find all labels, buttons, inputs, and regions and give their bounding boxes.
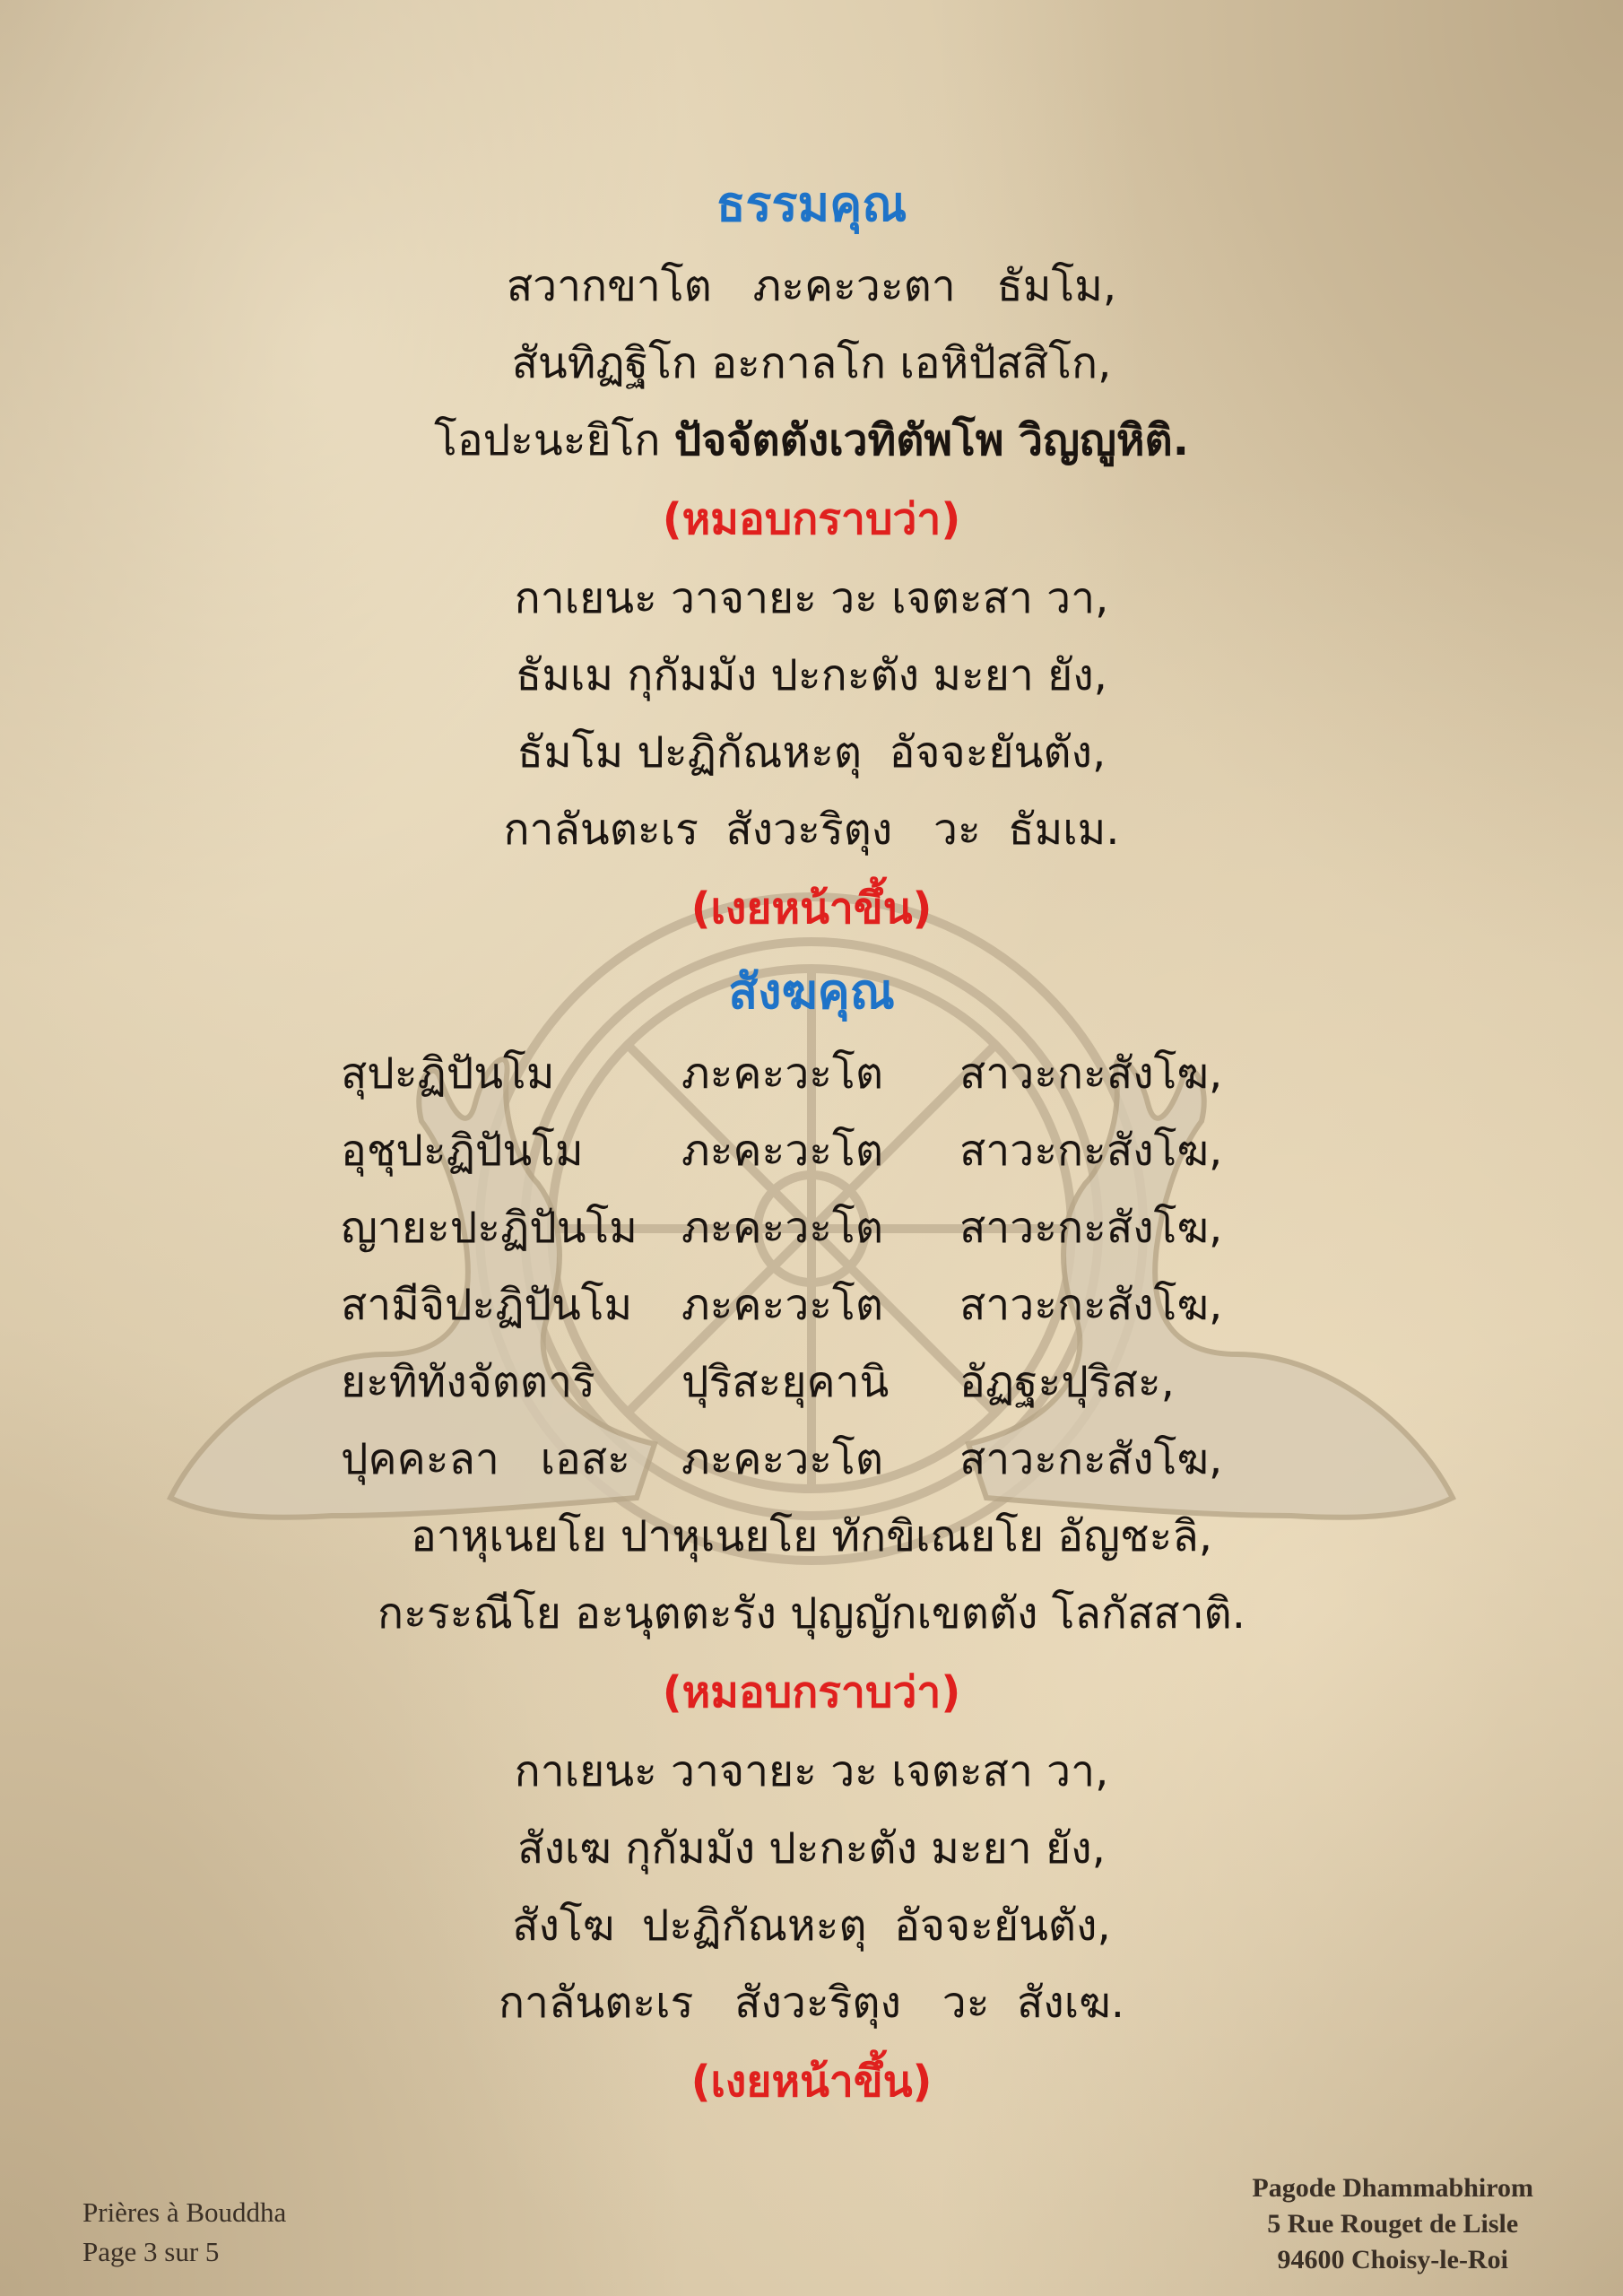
document-title: Prières à Bouddha	[82, 2196, 287, 2228]
sangha-title: สังฆคุณ	[728, 963, 895, 1020]
sangha-line-1: อาหุเนยโย ปาหุเนยโย ทักขิเณยโย อัญชะลิ,	[411, 1511, 1212, 1561]
instruction-raise-head: (เงยหน้าขึ้น)	[690, 2057, 933, 2107]
organization-name: Pagode Dhammabhirom	[1252, 2173, 1533, 2203]
sangha-row	[341, 1266, 1282, 1344]
sangha-cell: สาวะกะสังโฆ,	[959, 1203, 1223, 1253]
sangha-cell: สาวะกะสังโฆ,	[959, 1126, 1223, 1176]
sangha-recital-line-4: กาลันตะเร สังวะริตุง วะ สังเฆ.	[498, 1978, 1125, 2028]
dhamma-line-3-normal: โอปะนะยิโก	[434, 415, 674, 465]
sangha-cell: ภะคะวะโต	[681, 1126, 883, 1176]
sangha-cell: สาวะกะสังโฆ,	[959, 1280, 1223, 1330]
sangha-row	[341, 1344, 1282, 1421]
sangha-cell: อุชุปะฏิปันโม	[341, 1126, 584, 1176]
sangha-row	[341, 1189, 1282, 1266]
sangha-recital-line-2: สังเฆ กุกัมมัง ปะกะตัง มะยา ยัง,	[517, 1823, 1106, 1874]
dhamma-line-3	[0, 402, 1623, 479]
instruction-raise-head: (เงยหน้าขึ้น)	[690, 883, 933, 934]
dhamma-recital-line-2: ธัมเม กุกัมมัง ปะกะตัง มะยา ยัง,	[516, 650, 1107, 700]
sangha-cell: ภะคะวะโต	[681, 1434, 883, 1484]
sangha-cell: ปุริสะยุคานิ	[681, 1357, 890, 1407]
sangha-table	[341, 1035, 1282, 1498]
sangha-cell: สาวะกะสังโฆ,	[959, 1048, 1223, 1099]
prayer-content	[0, 161, 1623, 2122]
sangha-cell: ปุคคะลา เอสะ	[341, 1434, 630, 1484]
dhamma-recital-line-1: กาเยนะ วาจายะ วะ เจตะสา วา,	[514, 573, 1109, 623]
dhamma-line-3-bold: ปัจจัตตังเวทิตัพโพ วิญญูหิติ.	[673, 415, 1189, 465]
dhamma-recital-line-4: กาลันตะเร สังวะริตุง วะ ธัมเม.	[503, 804, 1120, 855]
sangha-cell: สาวะกะสังโฆ,	[959, 1434, 1223, 1484]
sangha-row	[341, 1035, 1282, 1112]
sangha-row	[341, 1421, 1282, 1498]
sangha-recital-line-3: สังโฆ ปะฏิกัณหะตุ อัจจะยันตัง,	[512, 1900, 1111, 1951]
instruction-bow: (หมอบกราบว่า)	[662, 494, 961, 544]
dhamma-title: ธรรมคุณ	[716, 176, 907, 232]
sangha-cell: ยะทิทังจัตตาริ	[341, 1357, 595, 1407]
sangha-cell: ภะคะวะโต	[681, 1280, 883, 1330]
instruction-bow: (หมอบกราบว่า)	[662, 1667, 961, 1718]
dhamma-recital-line-3: ธัมโม ปะฏิกัณหะตุ อัจจะยันตัง,	[516, 727, 1107, 778]
sangha-cell: ภะคะวะโต	[681, 1048, 883, 1099]
footer-document-info	[82, 2193, 286, 2272]
sangha-cell: ญายะปะฏิปันโม	[341, 1203, 638, 1253]
dhamma-line-1: สวากขาโต ภะคะวะตา ธัมโม,	[506, 261, 1117, 311]
footer-address	[1252, 2170, 1533, 2278]
sangha-recital-line-1: กาเยนะ วาจายะ วะ เจตะสา วา,	[514, 1746, 1109, 1796]
dhamma-line-2: สันทิฏฐิโก อะกาลโก เอหิปัสสิโก,	[511, 338, 1112, 388]
street-address: 5 Rue Rouget de Lisle	[1267, 2209, 1519, 2239]
sangha-cell: ภะคะวะโต	[681, 1203, 883, 1253]
sangha-cell: อัฏฐะปุริสะ,	[959, 1357, 1175, 1407]
sangha-row	[341, 1112, 1282, 1189]
sangha-cell: สุปะฏิปันโม	[341, 1048, 555, 1099]
sangha-cell: สามีจิปะฏิปันโม	[341, 1280, 633, 1330]
sangha-line-2: กะระณีโย อะนุตตะรัง ปุญญักเขตตัง โลกัสสาติ.	[378, 1588, 1245, 1639]
page-number: Page 3 sur 5	[82, 2236, 220, 2267]
city-address: 94600 Choisy-le-Roi	[1277, 2245, 1508, 2274]
